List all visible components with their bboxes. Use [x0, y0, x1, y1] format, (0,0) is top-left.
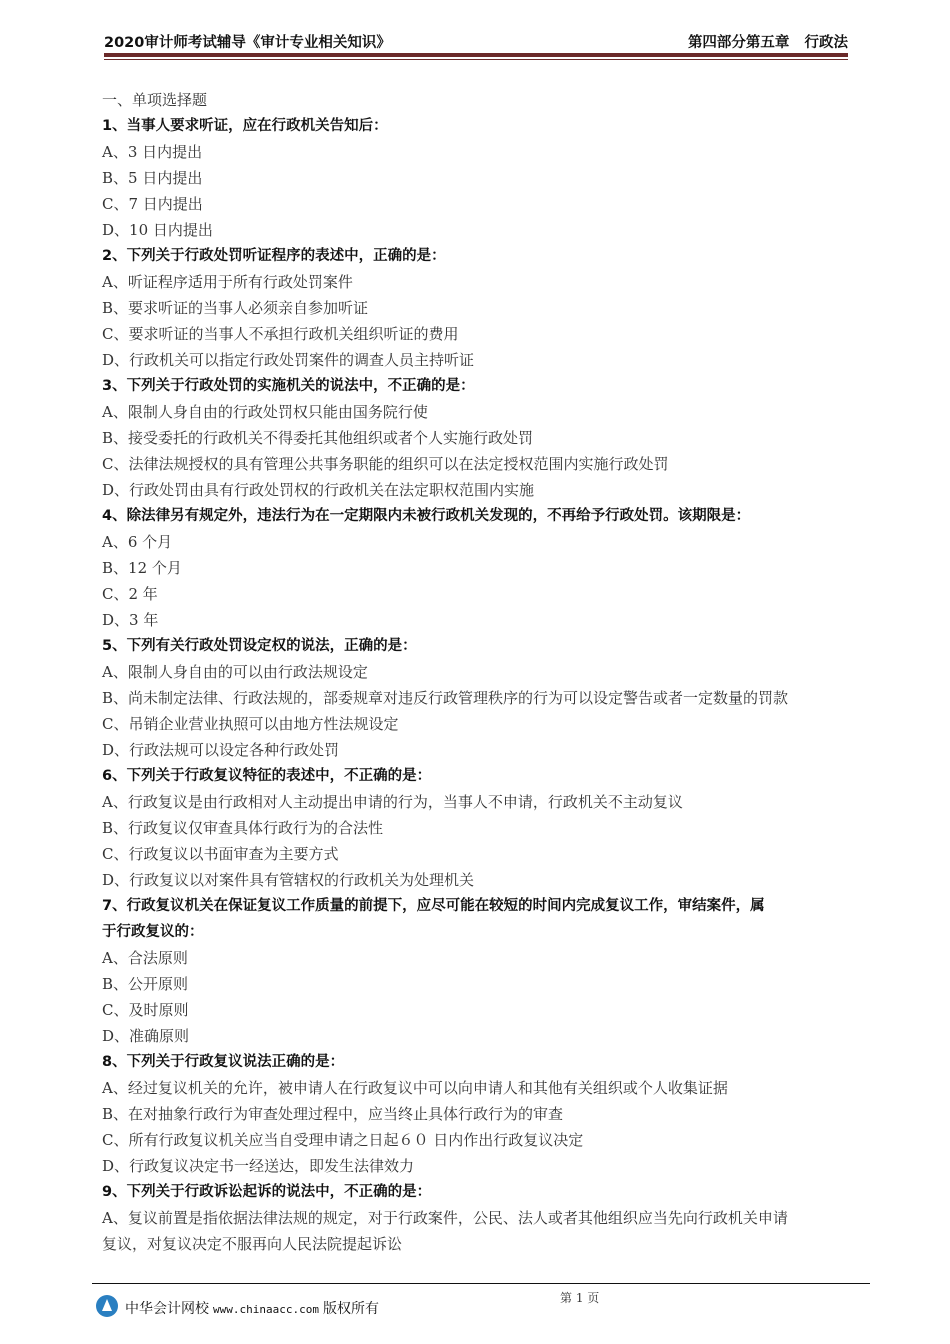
option-text: C、吊销企业营业执照可以由地方性法规设定	[102, 715, 399, 733]
option-text: D、行政处罚由具有行政处罚权的行政机关在法定职权范围内实施	[102, 481, 535, 499]
option-text: D、行政法规可以设定各种行政处罚	[102, 741, 340, 759]
question-text: 1、当事人要求听证，应在行政机关告知后：	[102, 118, 388, 134]
header-chapter: 第四部分第五章 行政法	[687, 35, 848, 51]
option-text: A、行政复议是由行政相对人主动提出申请的行为，当事人不申请，行政机关不主动复议	[102, 793, 683, 811]
option-text: B、要求听证的当事人必须亲自参加听证	[102, 299, 369, 317]
question-text: 9、下列关于行政诉讼起诉的说法中，不正确的是：	[102, 1184, 432, 1200]
option-text: C、要求听证的当事人不承担行政机关组织听证的费用	[102, 325, 459, 343]
document-body	[102, 89, 872, 1259]
header-rule-thin	[104, 59, 848, 60]
footer-brand	[125, 1298, 379, 1318]
option-text: A、限制人身自由的可以由行政法规设定	[102, 663, 368, 681]
option-text: 复议，对复议决定不服再向人民法院提起诉讼	[102, 1235, 403, 1253]
option-text: B、在对抽象行政行为审查处理过程中，应当终止具体行政行为的审查	[102, 1105, 564, 1123]
question-text: 4、除法律另有规定外，违法行为在一定期限内未被行政机关发现的，不再给予行政处罚。该期限是：	[102, 508, 751, 524]
option-text: A、听证程序适用于所有行政处罚案件	[102, 273, 353, 291]
option-text: C、2 年	[102, 585, 158, 603]
brand-name: 中华会计网校	[125, 1301, 209, 1317]
header-title: 2020审计师考试辅导《审计专业相关知识》	[104, 35, 391, 51]
page-header	[104, 31, 848, 51]
option-text: C、所有行政复议机关应当自受理申请之日起６０ 日内作出行政复议决定	[102, 1131, 584, 1149]
header-rule-thick	[104, 53, 848, 57]
option-text: D、行政复议决定书一经送达，即发生法律效力	[102, 1157, 415, 1175]
brand-url[interactable]: www.chinaacc.com	[213, 1303, 319, 1316]
question-text: 3、下列关于行政处罚的实施机关的说法中，不正确的是：	[102, 378, 475, 394]
option-text: A、经过复议机关的允许，被申请人在行政复议中可以向申请人和其他有关组织或个人收集证据	[102, 1079, 728, 1097]
option-text: D、10 日内提出	[102, 221, 213, 239]
question-text: 2、下列关于行政处罚听证程序的表述中，正确的是：	[102, 248, 446, 264]
option-text: B、尚未制定法律、行政法规的，部委规章对违反行政管理秩序的行为可以设定警告或者一定数量的罚款	[102, 689, 789, 707]
question-text: 5、下列有关行政处罚设定权的说法，正确的是：	[102, 638, 417, 654]
option-text: A、复议前置是指依据法律法规的规定，对于行政案件，公民、法人或者其他组织应当先向行政机关申请	[102, 1209, 788, 1227]
option-text: B、5 日内提出	[102, 169, 203, 187]
option-text: C、7 日内提出	[102, 195, 203, 213]
option-text: B、12 个月	[102, 559, 182, 577]
option-text: B、接受委托的行政机关不得委托其他组织或者个人实施行政处罚	[102, 429, 534, 447]
option-text: C、及时原则	[102, 1001, 189, 1019]
page-number: 第 1 页	[560, 1291, 600, 1305]
option-text: C、行政复议以书面审查为主要方式	[102, 845, 339, 863]
option-text: B、行政复议仅审查具体行政行为的合法性	[102, 819, 384, 837]
option-text: A、限制人身自由的行政处罚权只能由国务院行使	[102, 403, 428, 421]
footer-rule	[92, 1283, 870, 1284]
option-text: 一、单项选择题	[102, 91, 208, 109]
option-text: A、6 个月	[102, 533, 173, 551]
option-text: D、行政机关可以指定行政处罚案件的调查人员主持听证	[102, 351, 475, 369]
question-text: 于行政复议的：	[102, 924, 204, 940]
option-text: D、行政复议以对案件具有管辖权的行政机关为处理机关	[102, 871, 475, 889]
copyright: 版权所有	[322, 1301, 379, 1317]
option-text: D、3 年	[102, 611, 159, 629]
question-text: 7、行政复议机关在保证复议工作质量的前提下，应尽可能在较短的时间内完成复议工作，审结案件，属	[102, 898, 765, 914]
chinaacc-logo-icon	[96, 1295, 118, 1317]
option-text: A、3 日内提出	[102, 143, 203, 161]
option-text: B、公开原则	[102, 975, 189, 993]
option-text: C、法律法规授权的具有管理公共事务职能的组织可以在法定授权范围内实施行政处罚	[102, 455, 669, 473]
option-text: A、合法原则	[102, 949, 188, 967]
question-text: 8、下列关于行政复议说法正确的是：	[102, 1054, 345, 1070]
option-text: D、准确原则	[102, 1027, 190, 1045]
question-text: 6、下列关于行政复议特征的表述中，不正确的是：	[102, 768, 432, 784]
